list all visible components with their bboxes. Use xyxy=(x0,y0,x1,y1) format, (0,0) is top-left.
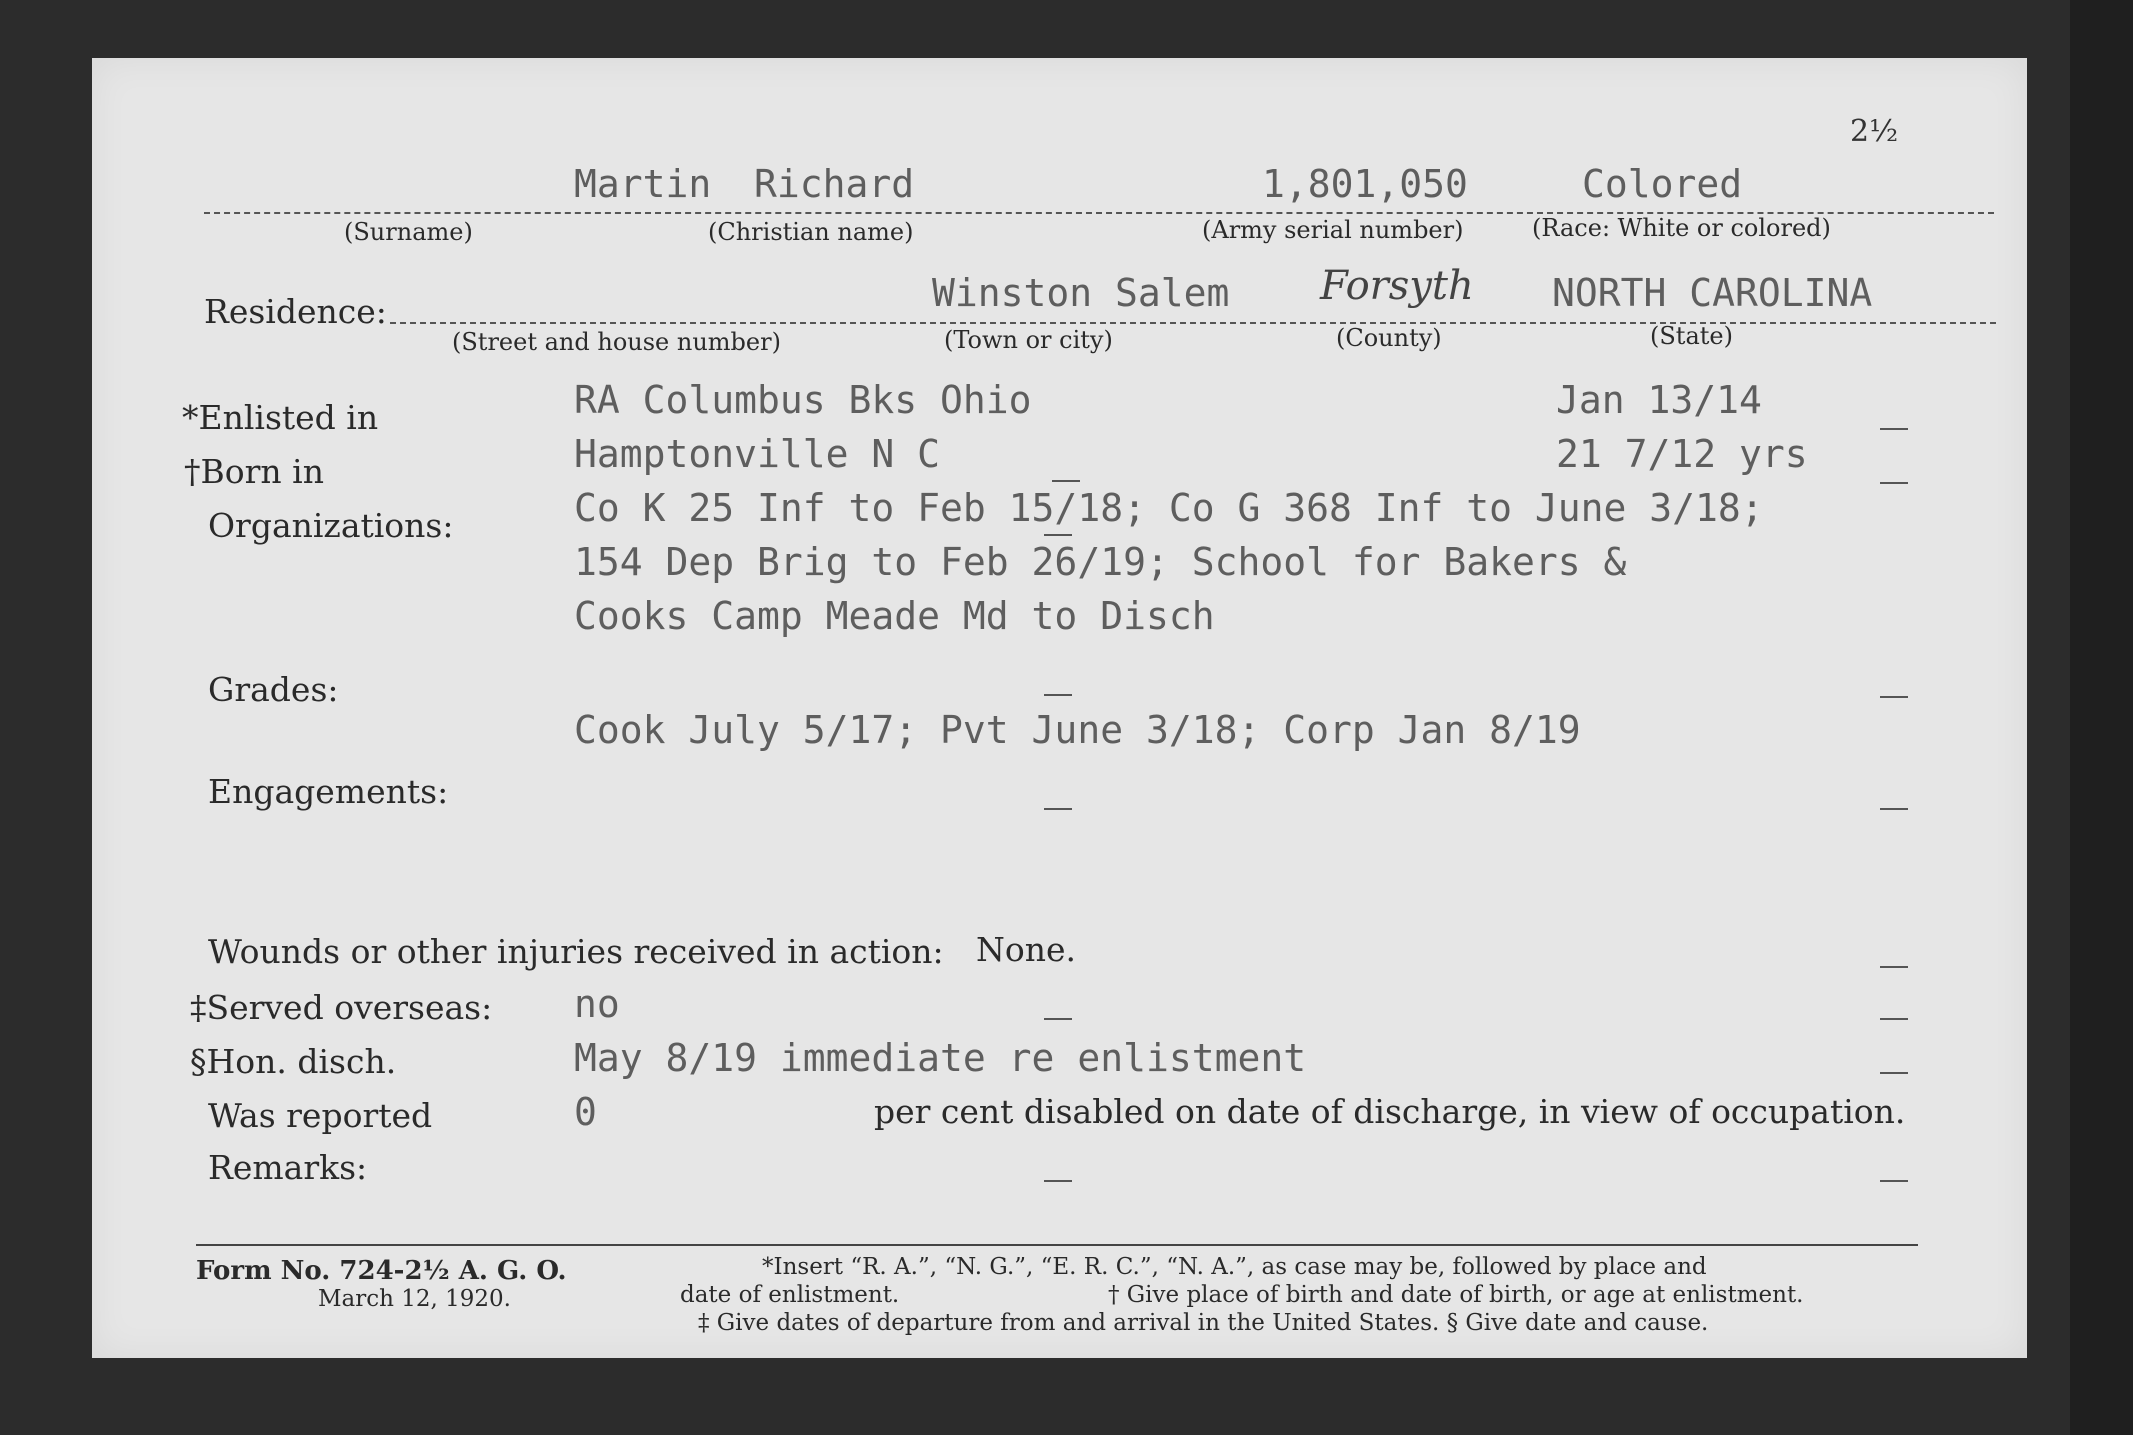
overseas-tick-1 xyxy=(1044,1018,1072,1020)
overseas-tick-2 xyxy=(1880,1018,1908,1020)
wounds-tick xyxy=(1880,966,1908,968)
residence-line xyxy=(390,322,1996,324)
engagements-label: Engagements: xyxy=(208,772,449,811)
grades-tick-2 xyxy=(1880,696,1908,698)
footer-note-line-2a: date of enlistment. xyxy=(680,1282,900,1308)
born-label: †Born in xyxy=(184,452,324,491)
residence-state-value: NORTH CAROLINA xyxy=(1552,271,1873,315)
enlisted-tick xyxy=(1880,428,1908,430)
organizations-line-3: Cooks Camp Meade Md to Disch xyxy=(574,594,1215,638)
enlisted-date-value: Jan 13/14 xyxy=(1556,378,1762,422)
wounds-value: None. xyxy=(976,930,1077,969)
grades-label: Grades: xyxy=(208,670,339,709)
served-overseas-label: ‡Served overseas: xyxy=(190,988,493,1027)
race-value: Colored xyxy=(1582,162,1743,206)
residence-label: Residence: xyxy=(204,292,387,331)
corner-number: 2½ xyxy=(1850,114,1899,149)
service-record-card xyxy=(92,58,2027,1358)
wounds-label: Wounds or other injuries received in action: xyxy=(208,932,944,971)
remarks-tick-2 xyxy=(1880,1180,1908,1182)
born-tick-1 xyxy=(1052,480,1080,482)
hon-disch-tick xyxy=(1880,1072,1908,1074)
serial-caption: (Army serial number) xyxy=(1202,216,1464,244)
remarks-label: Remarks: xyxy=(208,1148,368,1187)
footer-rule xyxy=(196,1244,1918,1246)
serial-number-value: 1,801,050 xyxy=(1262,162,1468,206)
footer-note-line-2b: † Give place of birth and date of birth, or age at enlistment. xyxy=(1108,1282,1804,1308)
street-caption: (Street and house number) xyxy=(452,328,781,356)
born-age-value: 21 7/12 yrs xyxy=(1556,432,1808,476)
enlisted-label: *Enlisted in xyxy=(182,398,379,437)
served-overseas-value: no xyxy=(574,982,620,1026)
remarks-tick-1 xyxy=(1044,1180,1072,1182)
enlisted-place-value: RA Columbus Bks Ohio xyxy=(574,378,1032,422)
form-date: March 12, 1920. xyxy=(318,1286,511,1312)
footer-note-line-3: ‡ Give dates of departure from and arrival in the United States. § Give date and cause. xyxy=(698,1310,1709,1336)
grades-tick-1 xyxy=(1044,694,1072,696)
surname-value: Martin xyxy=(574,162,712,206)
organizations-label: Organizations: xyxy=(208,506,454,545)
hon-disch-label: §Hon. disch. xyxy=(190,1042,397,1081)
christian-name-value: Richard xyxy=(754,162,915,206)
born-place-value: Hamptonville N C xyxy=(574,432,941,476)
engagements-tick-1 xyxy=(1044,808,1072,810)
was-reported-label: Was reported xyxy=(208,1096,433,1135)
town-caption: (Town or city) xyxy=(944,326,1113,354)
hon-disch-value: May 8/19 immediate re enlistment xyxy=(574,1036,1307,1080)
grades-value: Cook July 5/17; Pvt June 3/18; Corp Jan 8/19 xyxy=(574,708,1581,752)
organizations-line-1: Co K 25 Inf to Feb 15/18; Co G 368 Inf to June 3/18; xyxy=(574,486,1764,530)
engagements-tick-2 xyxy=(1880,808,1908,810)
surname-caption: (Surname) xyxy=(344,218,473,246)
born-tick-3 xyxy=(1880,482,1908,484)
dark-background-strip xyxy=(2070,0,2133,1435)
born-tick-2 xyxy=(1044,534,1072,536)
county-caption: (County) xyxy=(1336,324,1442,352)
state-caption: (State) xyxy=(1650,322,1733,350)
residence-town-value: Winston Salem xyxy=(932,271,1230,315)
disabled-text: per cent disabled on date of discharge, in view of occupation. xyxy=(874,1092,1906,1131)
christian-caption: (Christian name) xyxy=(708,218,914,246)
race-caption: (Race: White or colored) xyxy=(1532,214,1831,242)
disabled-percent-value: 0 xyxy=(574,1090,597,1134)
form-number: Form No. 724-2½ A. G. O. xyxy=(196,1256,567,1286)
footer-note-line-1: *Insert “R. A.”, “N. G.”, “E. R. C.”, “N. A.”, as case may be, followed by place and xyxy=(762,1254,1707,1280)
residence-county-value: Forsyth xyxy=(1320,263,1474,309)
organizations-line-2: 154 Dep Brig to Feb 26/19; School for Bakers & xyxy=(574,540,1627,584)
